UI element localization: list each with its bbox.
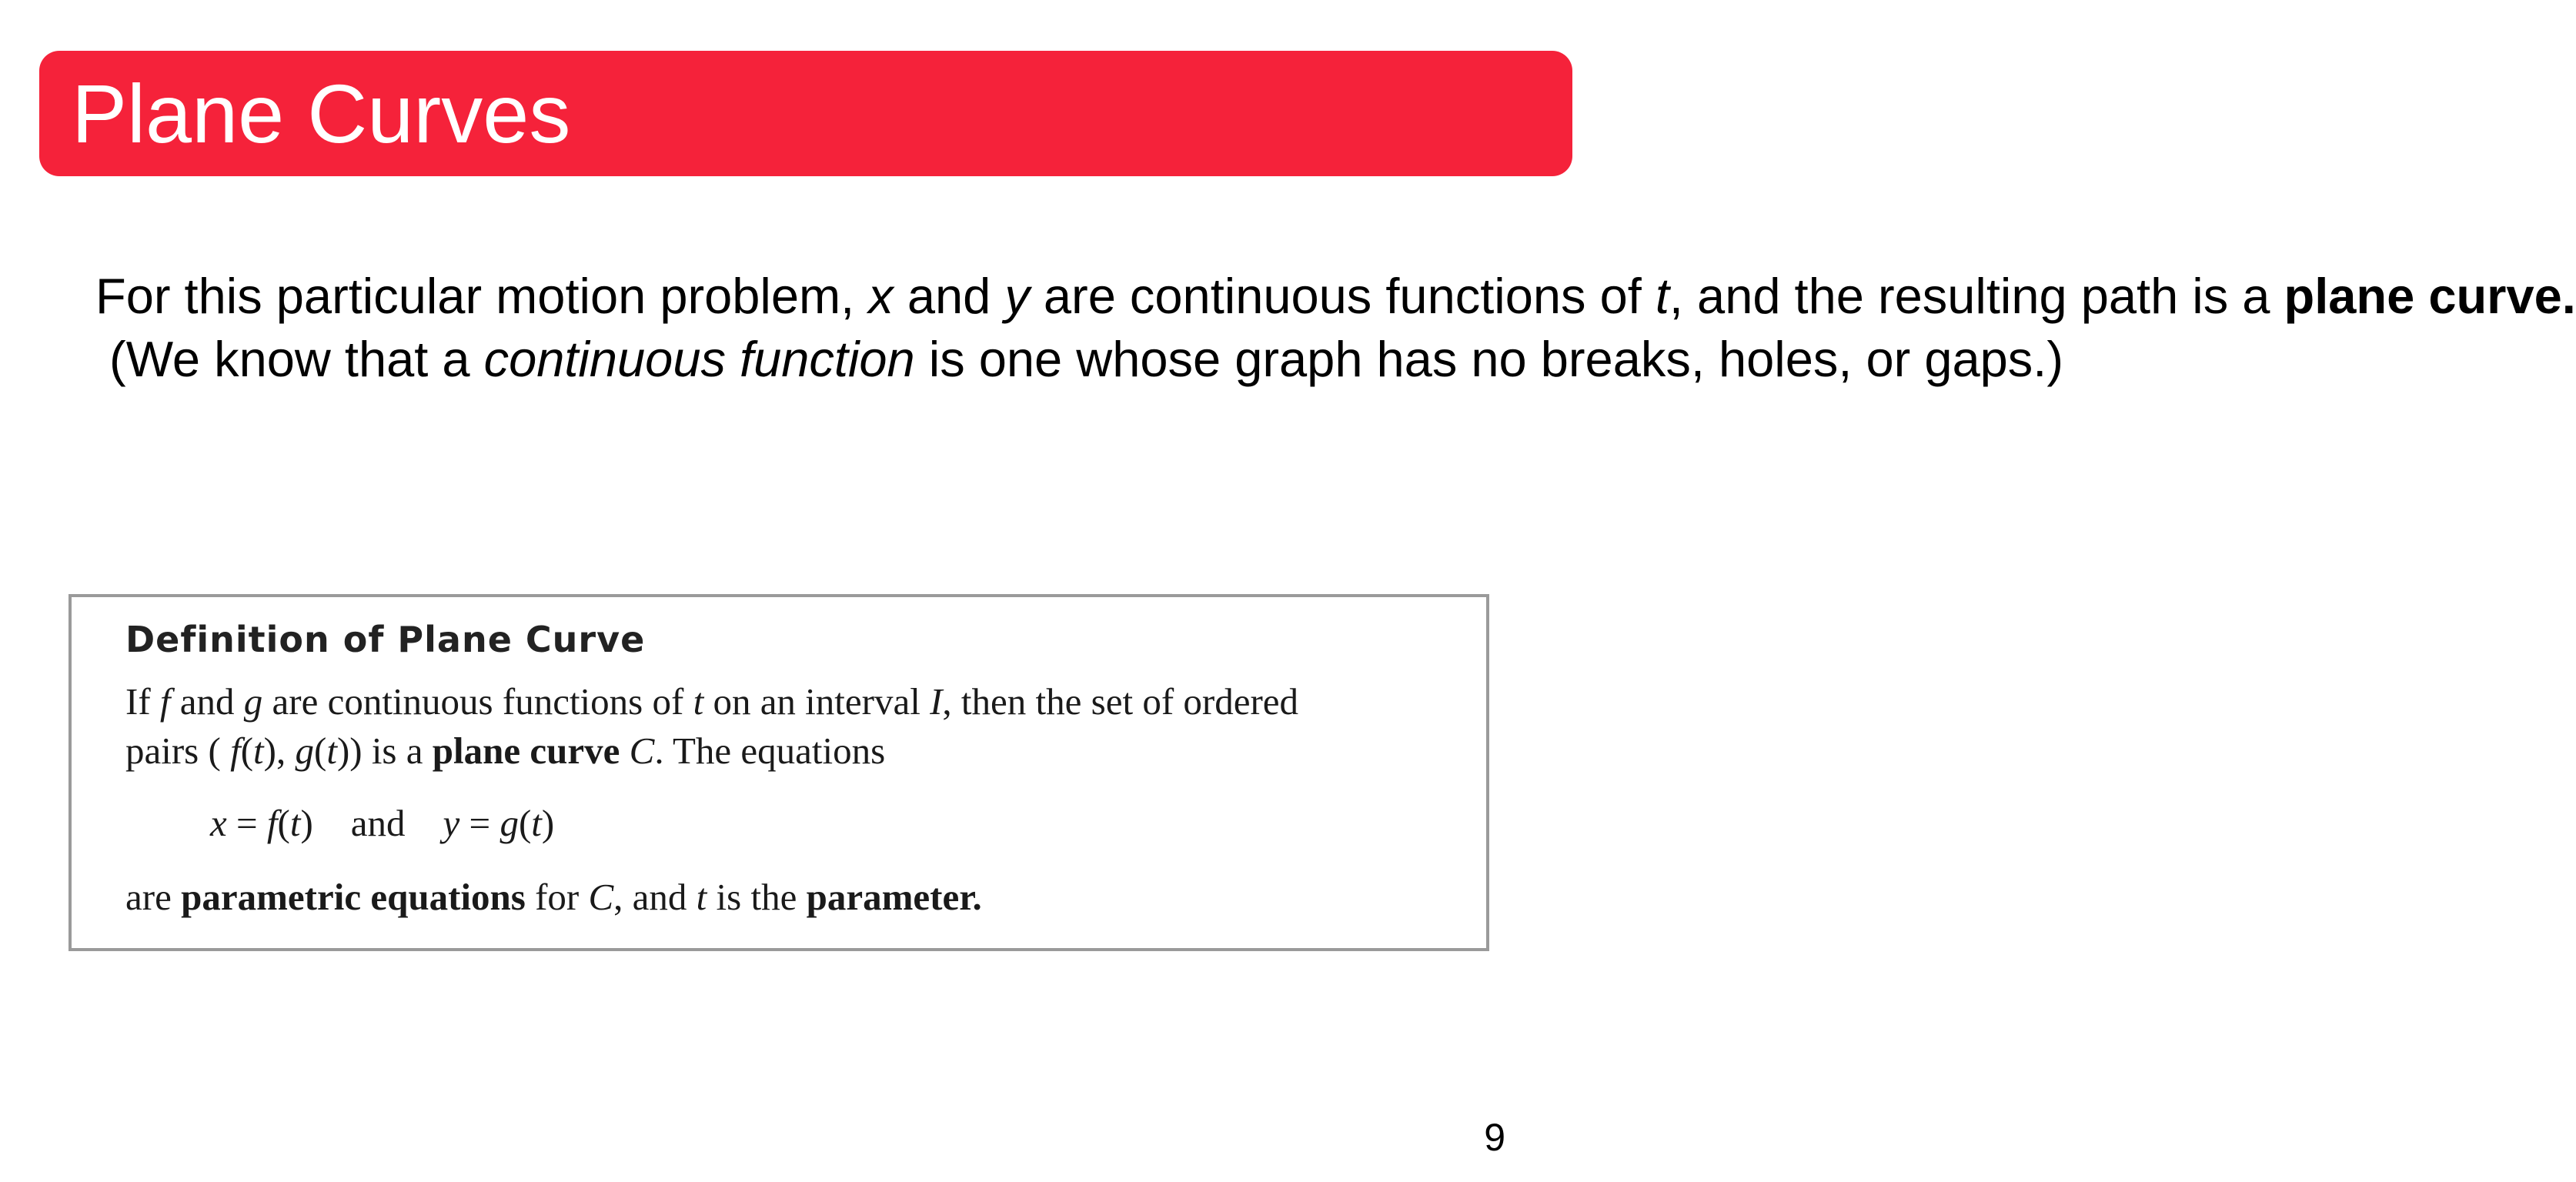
eq-var: f xyxy=(266,802,278,844)
def-text: )) is a xyxy=(336,730,433,772)
def-term-parametric-equations: parametric equations xyxy=(181,876,526,918)
def-var: g xyxy=(243,680,263,723)
def-var: f xyxy=(159,680,171,723)
eq-op: ( xyxy=(518,802,532,844)
intro-text: are continuous functions of xyxy=(1029,268,1656,324)
def-text: ( xyxy=(240,730,254,772)
def-term-plane-curve: plane curve xyxy=(432,730,620,772)
eq-op: ) xyxy=(300,802,313,844)
eq-op: ) xyxy=(541,802,555,844)
def-text: and xyxy=(170,680,244,723)
def-var: t xyxy=(696,876,707,918)
def-text: , then the set of ordered xyxy=(942,680,1299,723)
eq-op: = xyxy=(459,802,500,844)
intro-var-x: x xyxy=(868,268,894,324)
def-text: are xyxy=(125,876,182,918)
def-text: ), xyxy=(263,730,296,772)
title-bar xyxy=(39,51,1572,176)
intro-paragraph xyxy=(95,265,2576,391)
eq-var: x xyxy=(210,802,227,844)
intro-text: (We know that a xyxy=(95,331,484,387)
slide-title: Plane Curves xyxy=(72,67,571,160)
eq-var: t xyxy=(531,802,542,844)
def-text: If xyxy=(125,680,160,723)
intro-text: is one whose graph has no breaks, holes, or gaps.) xyxy=(914,331,2063,387)
eq-op: = xyxy=(226,802,267,844)
page-number: 9 xyxy=(1484,1116,1505,1159)
definition-equation xyxy=(210,799,1534,848)
def-var: t xyxy=(326,730,337,772)
def-var: t xyxy=(693,680,704,723)
definition-line-4 xyxy=(125,873,1449,922)
eq-op: ( xyxy=(277,802,290,844)
def-text: pairs ( xyxy=(125,730,231,772)
intro-text: For this particular motion problem, xyxy=(95,268,869,324)
def-term-parameter: parameter. xyxy=(806,876,982,918)
def-text: is the xyxy=(707,876,807,918)
def-text: , and xyxy=(613,876,697,918)
intro-var-y: y xyxy=(1004,268,1030,324)
def-var: C xyxy=(629,730,655,772)
def-var: C xyxy=(588,876,614,918)
intro-var-t: t xyxy=(1655,268,1669,324)
def-var: I xyxy=(930,680,943,723)
def-text xyxy=(620,730,629,772)
eq-text: and xyxy=(312,802,443,844)
eq-var: t xyxy=(289,802,301,844)
definition-title: Definition of Plane Curve xyxy=(125,619,646,660)
intro-term-continuous-function: continuous function xyxy=(483,331,915,387)
def-var: f xyxy=(230,730,241,772)
intro-term-plane-curve: plane curve. xyxy=(2284,268,2576,324)
def-text: . The equations xyxy=(654,730,886,772)
def-var: g xyxy=(295,730,314,772)
definition-line-1 xyxy=(125,677,1449,726)
def-var: t xyxy=(253,730,264,772)
def-text: on an interval xyxy=(703,680,931,723)
def-text: are continuous functions of xyxy=(262,680,693,723)
definition-line-2 xyxy=(125,726,1449,776)
definition-box xyxy=(68,594,1489,951)
intro-text: , and the resulting path is a xyxy=(1669,268,2284,324)
def-text: for xyxy=(525,876,589,918)
def-text: ( xyxy=(313,730,327,772)
eq-var: g xyxy=(499,802,519,844)
eq-var: y xyxy=(443,802,460,844)
intro-text: and xyxy=(893,268,1005,324)
